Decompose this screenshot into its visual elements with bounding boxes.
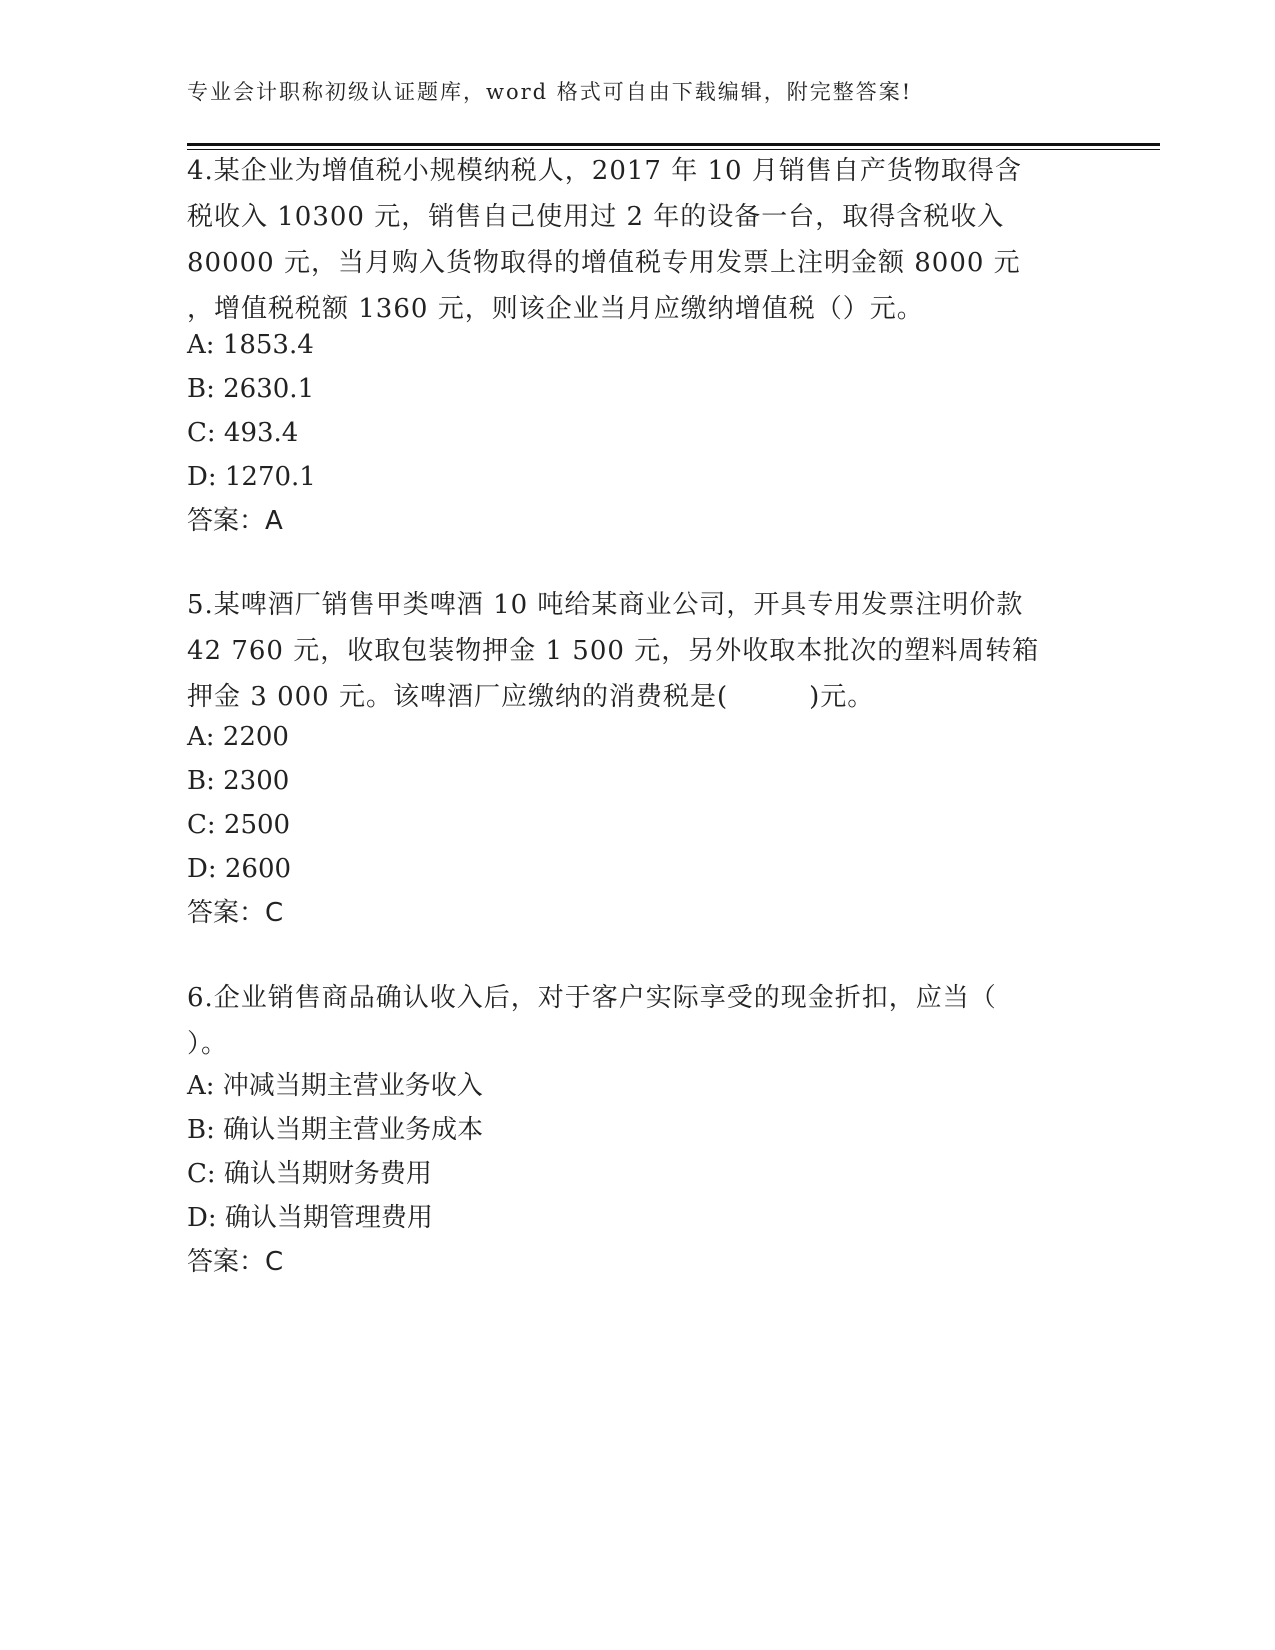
question-6-answer: 答案：C [187,1247,284,1277]
page-header: 专业会计职称初级认证题库，word 格式可自由下载编辑，附完整答案! [187,80,913,104]
header-rule-thick [187,143,1160,146]
question-5-answer: 答案：C [187,898,284,928]
question-4-option-d: D: 1270.1 [187,462,316,492]
question-5-stem: 5.某啤酒厂销售甲类啤酒 10 吨给某商业公司，开具专用发票注明价款 42 760 元，收取包装物押金 1 500 元，另外收取本批次的塑料周转箱 押金 3 000 元。该啤酒厂应缴纳的消费税是( )元。 [187,590,1040,712]
question-6-option-a: A: 冲减当期主营业务收入 [187,1071,483,1101]
question-6-option-c: C: 确认当期财务费用 [187,1159,432,1189]
question-4-answer: 答案：A [187,506,283,536]
question-5-option-b: B: 2300 [187,766,290,796]
question-4-option-c: C: 493.4 [187,418,299,448]
question-6-option-d: D: 确认当期管理费用 [187,1203,433,1233]
question-5-option-c: C: 2500 [187,810,291,840]
question-6-stem: 6.企业销售商品确认收入后，对于客户实际享受的现金折扣，应当（ ）。 [187,983,997,1059]
question-4-option-b: B: 2630.1 [187,374,315,404]
question-4-stem: 4.某企业为增值税小规模纳税人，2017 年 10 月销售自产货物取得含 税收入 10300 元，销售自己使用过 2 年的设备一台，取得含税收入 80000 元，当月购入货物取得的增值税专用发票上注明金额 8000 元 ，增值税税额 1360 元，则该企业当月应缴纳增值税（）元。 [187,156,1022,324]
question-5-option-d: D: 2600 [187,854,292,884]
question-4-option-a: A: 1853.4 [187,330,314,360]
question-6-option-b: B: 确认当期主营业务成本 [187,1115,484,1145]
question-5-option-a: A: 2200 [187,722,289,752]
